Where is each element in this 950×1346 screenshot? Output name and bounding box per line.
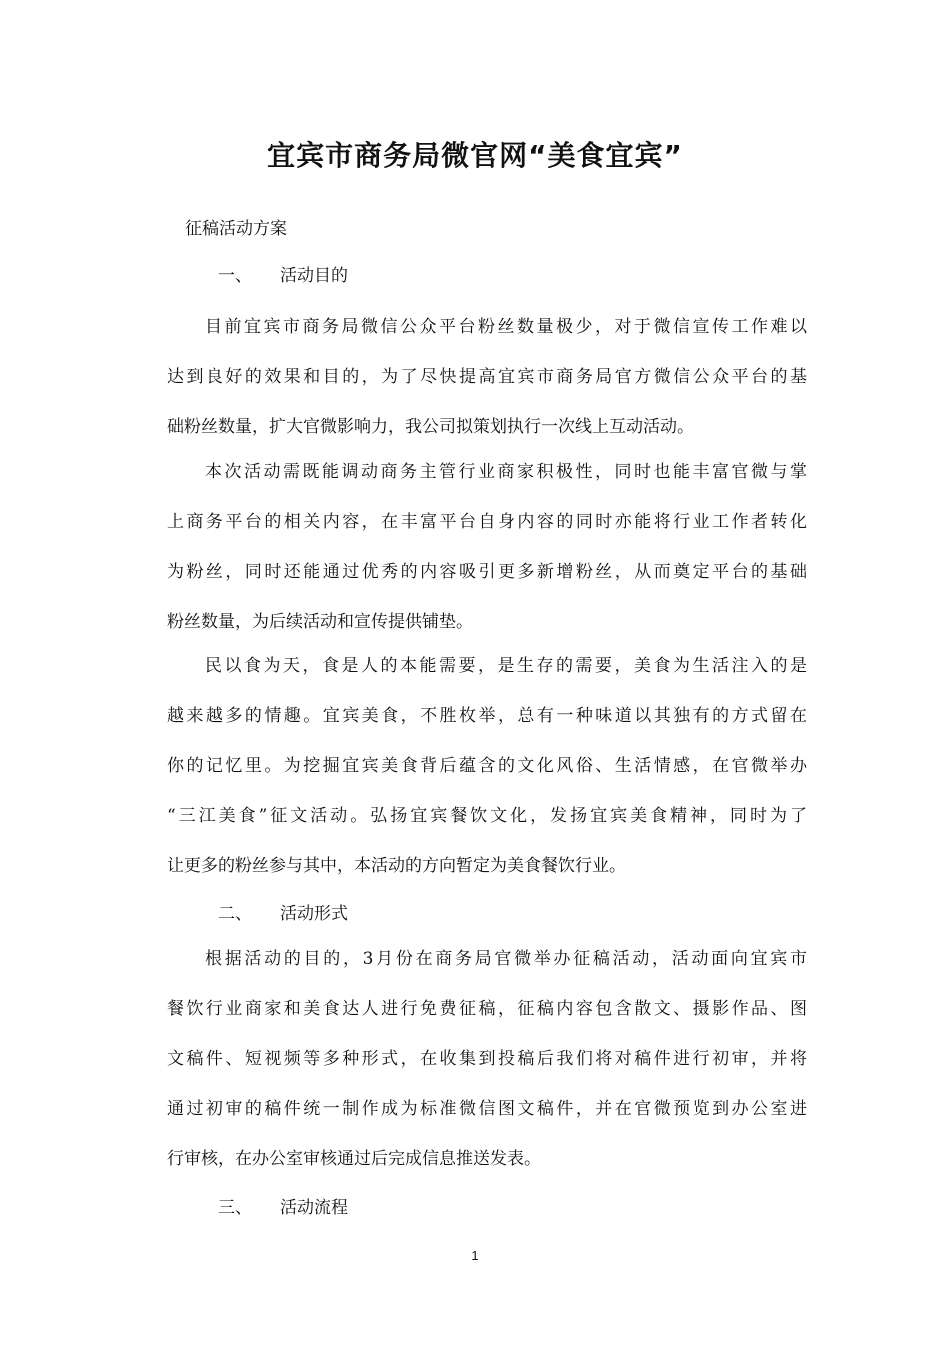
paragraph-line: 通过初审的稿件统一制作成为标准微信图文稿件，并在官微预览到办公室进 — [167, 1099, 807, 1119]
paragraph-line: 目前宜宾市商务局微信公众平台粉丝数量极少，对于微信宣传工作难以 — [205, 317, 807, 337]
paragraph-4 — [167, 934, 807, 1184]
section-number: 三、 — [218, 1198, 252, 1218]
page-number: 1 — [471, 1248, 479, 1263]
paragraph-line: “三江美食”征文活动。弘扬宜宾餐饮文化，发扬宜宾美食精神，同时为了 — [167, 806, 807, 826]
paragraph-line: 本次活动需既能调动商务主管行业商家积极性，同时也能丰富官微与掌 — [205, 462, 807, 482]
paragraph-line: 餐饮行业商家和美食达人进行免费征稿，征稿内容包含散文、摄影作品、图 — [167, 999, 807, 1019]
document-subtitle: 征稿活动方案 — [185, 219, 287, 239]
section-title: 活动流程 — [280, 1198, 348, 1218]
paragraph-line: 越来越多的情趣。宜宾美食，不胜枚举，总有一种味道以其独有的方式留在 — [167, 706, 807, 726]
paragraph-line: 根据活动的目的，3月份在商务局官微举办征稿活动，活动面向宜宾市 — [205, 949, 807, 969]
paragraph-line: 民以食为天，食是人的本能需要，是生存的需要，美食为生活注入的是 — [205, 656, 807, 676]
document-title: 宜宾市商务局微官网“美食宜宾” — [267, 139, 683, 172]
section-number: 二、 — [218, 904, 252, 924]
paragraph-line: 粉丝数量，为后续活动和宣传提供铺垫。 — [167, 612, 473, 632]
paragraph-3 — [167, 641, 807, 891]
section-number: 一、 — [218, 266, 252, 286]
section-title: 活动目的 — [280, 266, 348, 286]
paragraph-line: 文稿件、短视频等多种形式，在收集到投稿后我们将对稿件进行初审，并将 — [167, 1049, 807, 1069]
paragraph-2 — [167, 447, 807, 647]
paragraph-line: 让更多的粉丝参与其中，本活动的方向暂定为美食餐饮行业。 — [167, 856, 626, 876]
paragraph-line: 你的记忆里。为挖掘宜宾美食背后蕴含的文化风俗、生活情感，在官微举办 — [167, 756, 807, 776]
section-title: 活动形式 — [280, 904, 348, 924]
section-heading-2 — [218, 901, 348, 927]
section-heading-3 — [218, 1195, 348, 1221]
paragraph-line: 达到良好的效果和目的，为了尽快提高宜宾市商务局官方微信公众平台的基 — [167, 367, 807, 387]
paragraph-line: 础粉丝数量，扩大官微影响力，我公司拟策划执行一次线上互动活动。 — [167, 417, 694, 437]
paragraph-line: 行审核，在办公室审核通过后完成信息推送发表。 — [167, 1149, 541, 1169]
paragraph-line: 上商务平台的相关内容，在丰富平台自身内容的同时亦能将行业工作者转化 — [167, 512, 807, 532]
paragraph-line: 为粉丝，同时还能通过优秀的内容吸引更多新增粉丝，从而奠定平台的基础 — [167, 562, 807, 582]
paragraph-1 — [167, 302, 807, 452]
section-heading-1 — [218, 263, 348, 289]
